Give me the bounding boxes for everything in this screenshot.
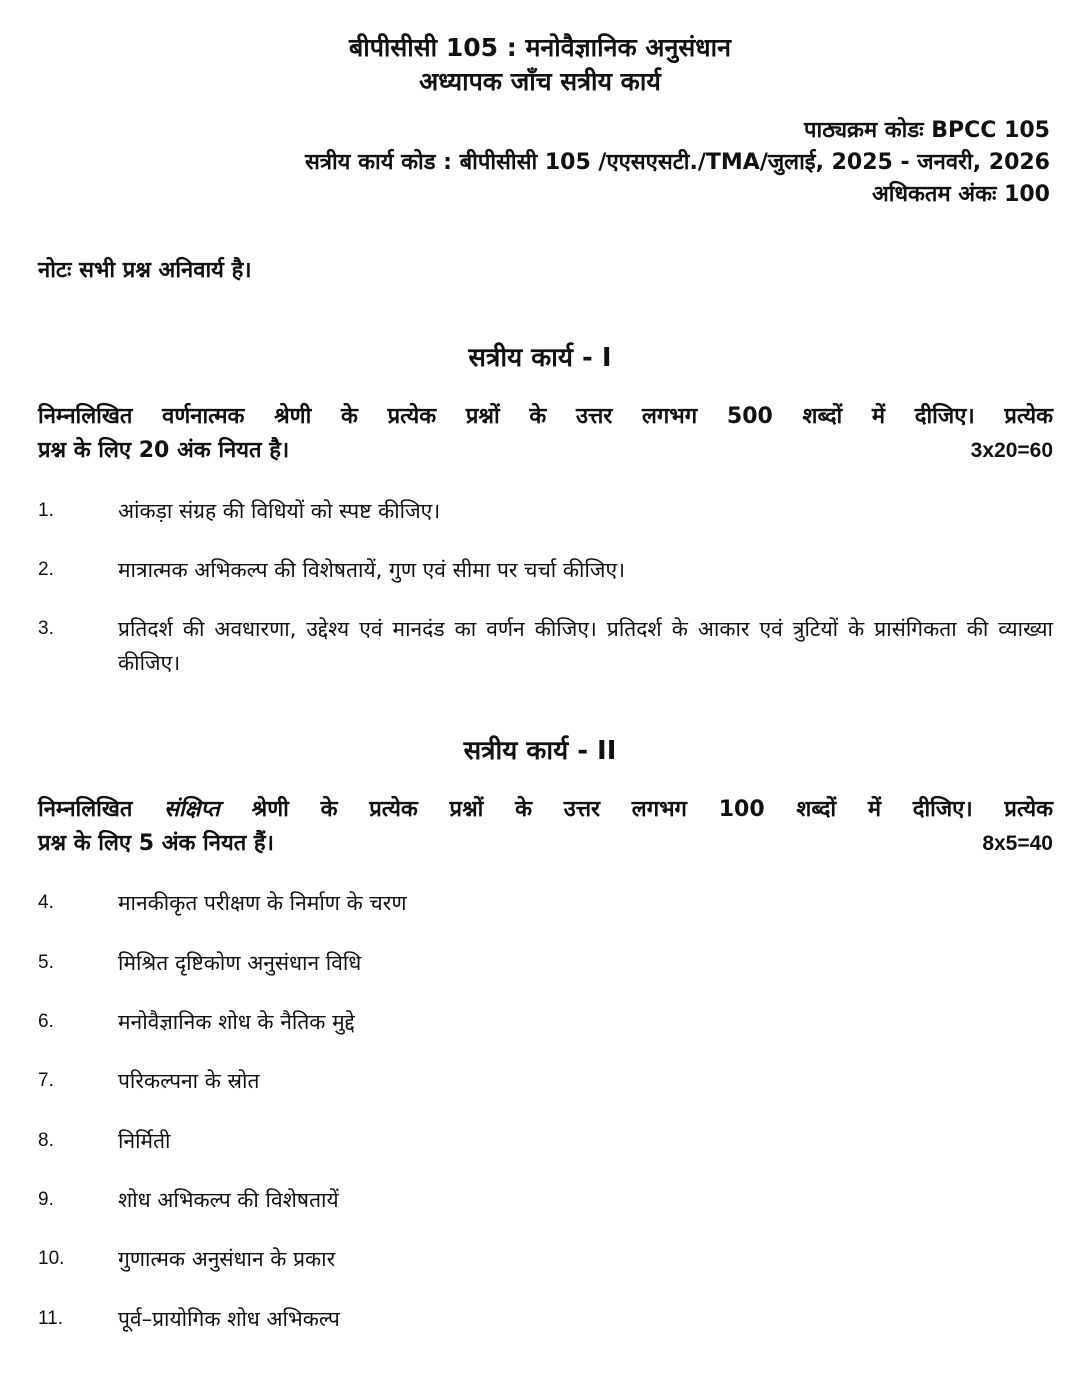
question-number: 10. <box>38 1248 65 1269</box>
question-text: मनोवैज्ञानिक शोध के नैतिक मुद्दे <box>118 1010 355 1034</box>
note: नोटः सभी प्रश्न अनिवार्य है। <box>38 258 252 283</box>
section-2-instruction-line2: प्रश्न के लिए 5 अंक नियत हैं। <box>38 831 274 856</box>
question-number: 7. <box>38 1070 54 1091</box>
question-text: गुणात्मक अनुसंधान के प्रकार <box>118 1247 336 1271</box>
section-2-title: सत्रीय कार्य - II <box>463 736 617 766</box>
question-number: 6. <box>38 1011 54 1032</box>
section-1-marks: 3x20=60 <box>970 439 1053 462</box>
section-1-instruction-line1: निम्नलिखित वर्णनात्मक श्रेणी के प्रत्येक प्रश्नों के उत्तर लगभग 500 शब्दों में दीजिए। प्रत्येक <box>38 404 1053 429</box>
max-marks: अधिकतम अंकः 100 <box>871 182 1050 207</box>
question-number: 3. <box>38 618 54 639</box>
instruction-rest: श्रेणी के प्रत्येक प्रश्नों के उत्तर लगभग 100 शब्दों में दीजिए। प्रत्येक <box>251 797 1053 822</box>
question-number: 5. <box>38 952 54 973</box>
assignment-subtitle: अध्यापक जाँच सत्रीय कार्य <box>419 67 661 96</box>
assignment-code: सत्रीय कार्य कोड : बीपीसीसी 105 /एएसएसटी./TMA/जुलाई, 2025 - जनवरी, 2026 <box>304 150 1050 175</box>
question-text: मात्रात्मक अभिकल्प की विशेषतायें, गुण एवं सीमा पर चर्चा कीजिए। <box>118 558 626 582</box>
question-number: 8. <box>38 1130 54 1151</box>
question-number: 11. <box>38 1308 64 1329</box>
instruction-emphasis: संक्षिप्त <box>164 797 220 822</box>
question-text: आंकड़ा संग्रह की विधियों को स्पष्ट कीजिए। <box>118 499 441 523</box>
question-text: मानकीकृत परीक्षण के निर्माण के चरण <box>118 891 407 915</box>
question-number: 9. <box>38 1189 54 1210</box>
section-1-instruction-line2: प्रश्न के लिए 20 अंक नियत है। <box>38 438 290 463</box>
section-2-instruction-line1 <box>38 793 1053 827</box>
question-text: शोध अभिकल्प की विशेषतायें <box>118 1188 339 1212</box>
question-number: 4. <box>38 892 54 913</box>
question-number: 2. <box>38 559 54 580</box>
section-2-marks: 8x5=40 <box>982 832 1053 855</box>
question-text: पूर्व–प्रायोगिक शोध अभिकल्प <box>118 1307 340 1331</box>
question-number: 1. <box>38 500 54 521</box>
section-2-instruction <box>38 793 1053 861</box>
question-text: निर्मिती <box>118 1129 171 1153</box>
course-title: बीपीसीसी 105 : मनोवैज्ञानिक अनुसंधान <box>348 33 732 62</box>
section-1-instruction <box>38 400 1053 468</box>
question-text: मिश्रित दृष्टिकोण अनुसंधान विधि <box>118 951 362 975</box>
section-1-title: सत्रीय कार्य - I <box>468 343 612 373</box>
question-text: प्रतिदर्श की अवधारणा, उद्देश्य एवं मानदंड का वर्णन कीजिए। प्रतिदर्श के आकार एवं त्रुटियों के प्रासंगिकता की व्याख्या कीजिए। <box>118 617 1053 675</box>
question-text: परिकल्पना के स्रोत <box>118 1069 260 1093</box>
instruction-word: निम्नलिखित <box>38 797 133 822</box>
course-code: पाठ्यक्रम कोडः BPCC 105 <box>804 118 1050 143</box>
